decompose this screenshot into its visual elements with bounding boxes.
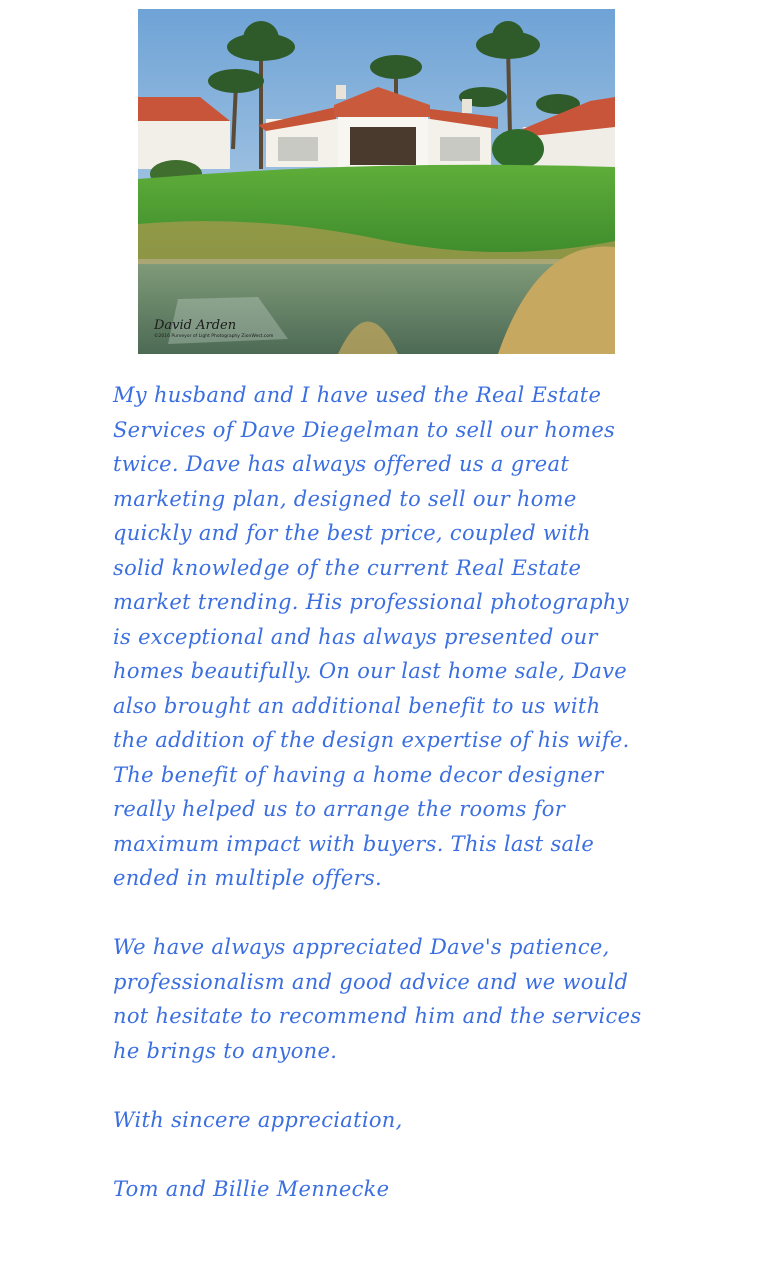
letter-paragraph-1: My husband and I have used the Real Estate Services of Dave Diegelman to sell our homes twice. Dave has always offered us a great marketing plan, designed to sell our home quickly and for the best price, coupled with solid knowledge of the current Real Estate market trending. His professional photography is exceptional and has always presented our homes beautifully. On our last home sale, Dave also brought an additional benefit to us with the addition of the design expertise of his wife. The benefit of having a home decor designer really helped us to arrange the rooms for maximum impact with buyers. This last sale ended in multiple offers. <box>113 383 630 890</box>
chimney-left <box>336 85 346 99</box>
home-photo <box>138 9 615 354</box>
shrub-right <box>492 129 544 169</box>
letter-paragraph-2: We have always appreciated Dave's patience, professionalism and good advice and we would not hesitate to recommend him and the services he brings to anyone. <box>113 935 642 1063</box>
watermark-credit: ©2016 Purveyor of Light Photography ZionWest.com <box>154 334 274 339</box>
testimonial-letter <box>113 378 673 1206</box>
main-house-window <box>350 127 416 165</box>
left-windows <box>278 137 318 161</box>
watermark-signature: David Arden <box>154 318 237 333</box>
chimney-right <box>462 99 472 113</box>
letter-closing: With sincere appreciation, <box>113 1107 403 1132</box>
golf-course-home-image <box>138 9 615 354</box>
letter-signature: Tom and Billie Mennecke <box>113 1176 390 1201</box>
right-windows <box>440 137 480 161</box>
